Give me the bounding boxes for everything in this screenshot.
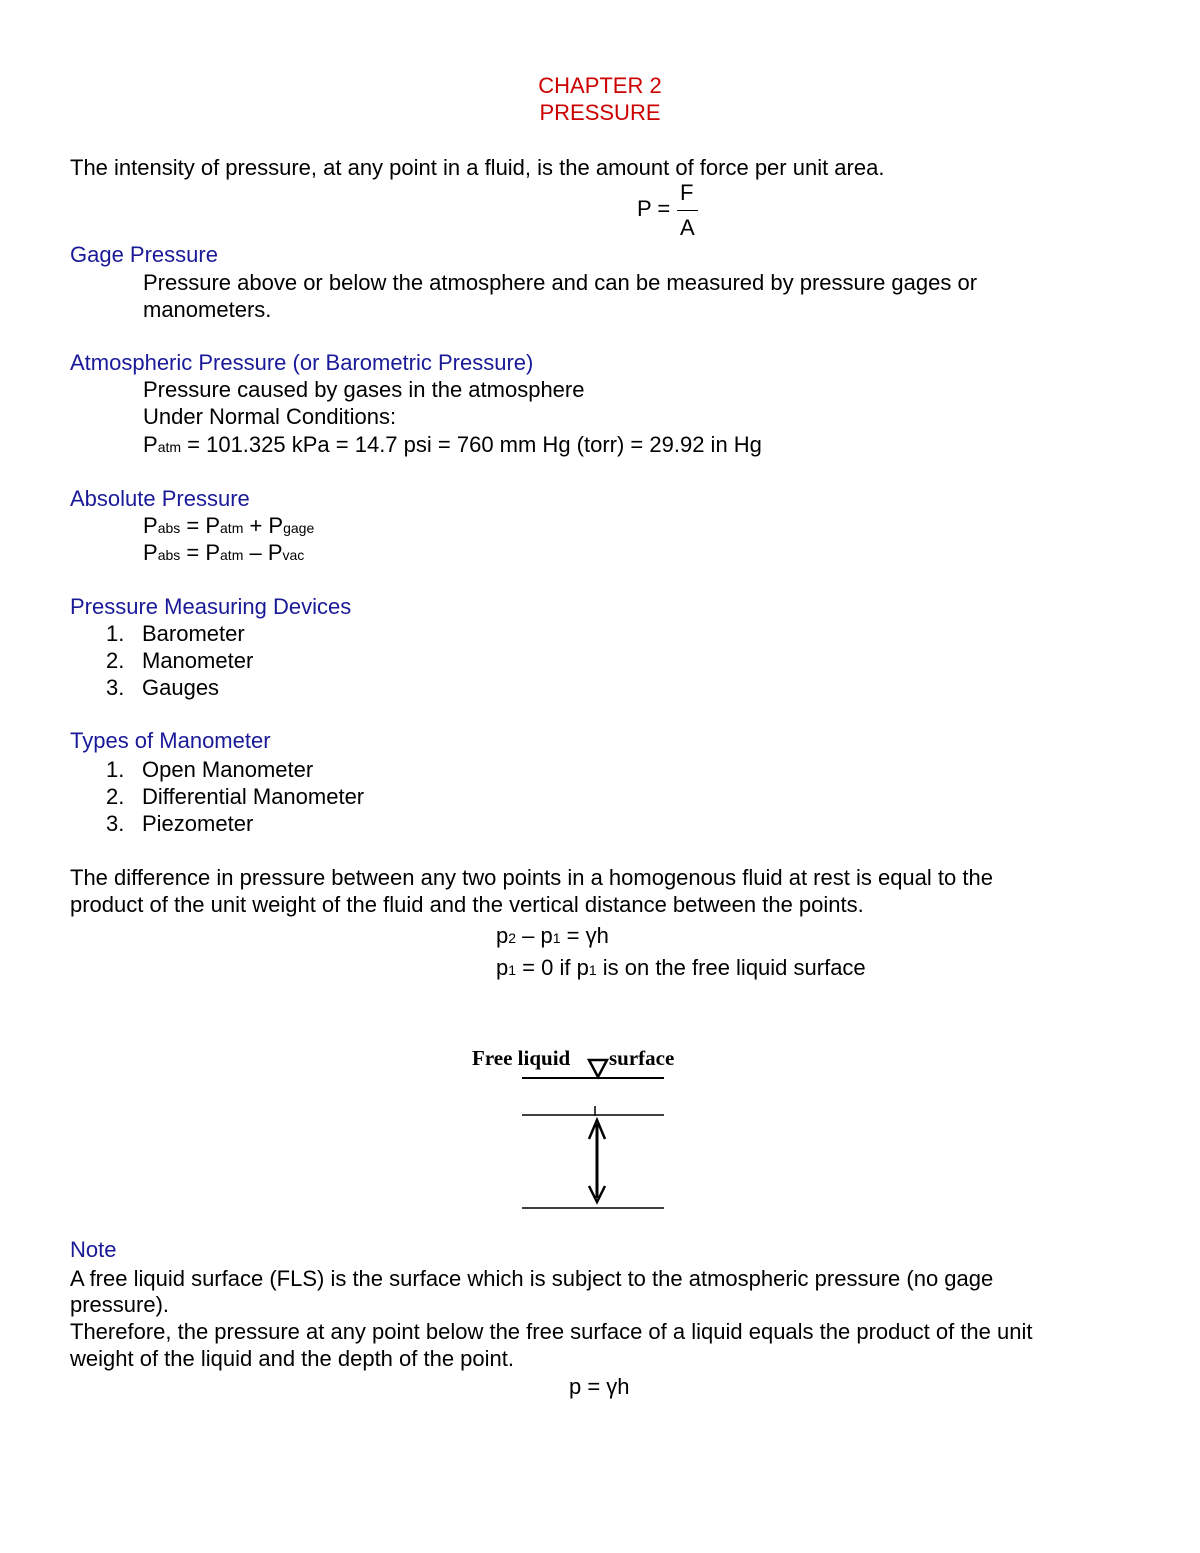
list-item xyxy=(106,756,313,783)
cond-sub-1b: 1 xyxy=(588,962,597,978)
note-line-3: Therefore, the pressure at any point below the free surface of a liquid equals the product of the unit xyxy=(70,1319,1033,1344)
free-surface-triangle-icon xyxy=(589,1060,607,1077)
absolute-equation-1 xyxy=(143,512,314,542)
difference-condition xyxy=(496,954,866,984)
eq2-p: P xyxy=(143,540,158,565)
note-line-1: A free liquid surface (FLS) is the surface which is subject to the atmospheric pressure (no gage xyxy=(70,1266,994,1291)
diagram-label-surface: surface xyxy=(609,1046,675,1070)
note-line-4: weight of the liquid and the depth of the point. xyxy=(70,1346,514,1371)
eq2-sub-abs: abs xyxy=(157,547,181,563)
gage-line-1: Pressure above or below the atmosphere and can be measured by pressure gages or xyxy=(143,270,978,295)
eq-p: p xyxy=(496,923,509,948)
list-number: 3. xyxy=(106,675,125,700)
list-number: 1. xyxy=(106,757,125,782)
list-label: Piezometer xyxy=(142,811,254,836)
eq2-sub-vac: vac xyxy=(282,547,305,563)
list-label: Open Manometer xyxy=(142,757,314,782)
gage-heading: Gage Pressure xyxy=(70,242,218,267)
cond-p: p xyxy=(496,955,509,980)
eq-minus: – p xyxy=(516,923,553,948)
atm-p: P xyxy=(143,432,158,457)
note-line-2: pressure). xyxy=(70,1292,170,1317)
list-number: 2. xyxy=(106,784,125,809)
list-item xyxy=(106,647,253,674)
list-item xyxy=(106,783,364,810)
difference-line-2: product of the unit weight of the fluid and the vertical distance between the points. xyxy=(70,892,864,917)
fraction-bar xyxy=(677,210,698,211)
list-item xyxy=(106,674,219,701)
eq1-op1: = P xyxy=(180,513,221,538)
eq1-sub-gage: gage xyxy=(283,520,315,536)
eq2-op1: = P xyxy=(180,540,221,565)
eq-sub-1: 1 xyxy=(552,930,561,946)
gage-line-2: manometers. xyxy=(143,297,272,322)
atmospheric-equation xyxy=(143,431,762,461)
list-label: Barometer xyxy=(142,621,245,646)
note-heading: Note xyxy=(70,1237,117,1262)
chapter-title: CHAPTER 2 xyxy=(538,73,662,98)
formula-numerator: F xyxy=(680,180,694,205)
list-label: Gauges xyxy=(142,675,220,700)
list-number: 1. xyxy=(106,621,125,646)
list-label: Manometer xyxy=(142,648,254,673)
cond-sub-1: 1 xyxy=(508,962,517,978)
eq1-p: P xyxy=(143,513,158,538)
atm-values: = 101.325 kPa = 14.7 psi = 760 mm Hg (torr) = 29.92 in Hg xyxy=(181,432,762,457)
difference-equation xyxy=(496,922,609,952)
formula-denominator: A xyxy=(680,215,695,240)
devices-heading: Pressure Measuring Devices xyxy=(70,594,352,619)
formula-lhs: P = xyxy=(637,196,671,221)
eq1-sub-abs: abs xyxy=(157,520,181,536)
list-item xyxy=(106,810,253,837)
list-number: 3. xyxy=(106,811,125,836)
atmospheric-line-2: Under Normal Conditions: xyxy=(143,404,397,429)
note-equation: p = γh xyxy=(569,1374,630,1399)
eq-rhs: = γh xyxy=(560,923,609,948)
list-number: 2. xyxy=(106,648,125,673)
cond-mid: = 0 if p xyxy=(516,955,589,980)
absolute-equation-2 xyxy=(143,539,304,569)
atm-sub: atm xyxy=(157,439,182,455)
eq2-sub-atm: atm xyxy=(220,547,244,563)
manometer-types-heading: Types of Manometer xyxy=(70,728,271,753)
absolute-heading: Absolute Pressure xyxy=(70,486,250,511)
atmospheric-heading: Atmospheric Pressure (or Barometric Pressure) xyxy=(70,350,534,375)
eq2-op2: – P xyxy=(243,540,283,565)
chapter-subtitle: PRESSURE xyxy=(539,100,661,125)
cond-rest: is on the free liquid surface xyxy=(596,955,866,980)
atmospheric-line-1: Pressure caused by gases in the atmosphere xyxy=(143,377,585,402)
free-liquid-surface-diagram xyxy=(500,1040,680,1220)
eq1-sub-atm: atm xyxy=(220,520,244,536)
list-label: Differential Manometer xyxy=(142,784,365,809)
list-item xyxy=(106,620,245,647)
diagram-label-free-liquid: Free liquid xyxy=(472,1046,571,1070)
intro-text: The intensity of pressure, at any point in a fluid, is the amount of force per unit area. xyxy=(70,155,885,180)
eq1-op2: + P xyxy=(243,513,284,538)
difference-line-1: The difference in pressure between any two points in a homogenous fluid at rest is equal to the xyxy=(70,865,993,890)
eq-sub-2: 2 xyxy=(508,930,517,946)
